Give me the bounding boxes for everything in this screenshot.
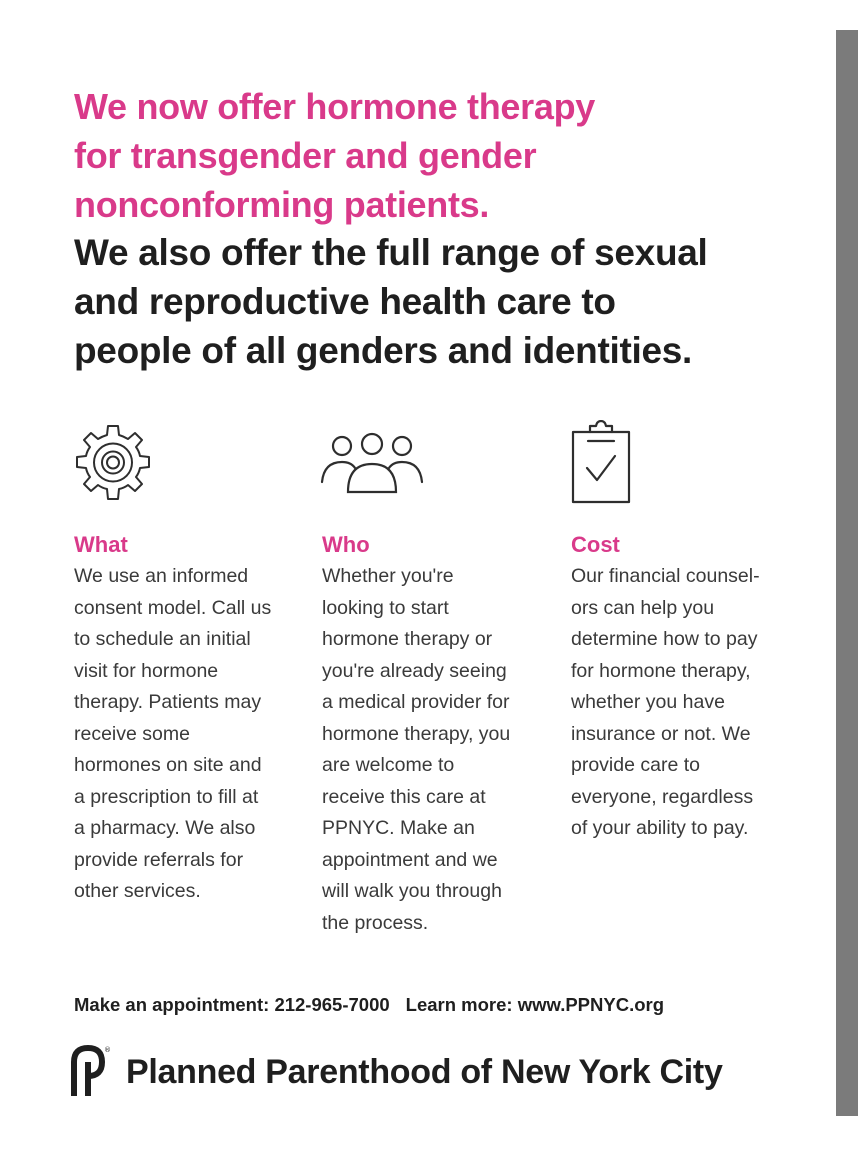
- headline: [74, 82, 814, 376]
- headline-dark-line-2: and reproductive health care to: [74, 281, 616, 322]
- headline-pink-line-1: We now offer hormone therapy: [74, 86, 595, 127]
- column-cost: [571, 530, 811, 845]
- column-cost-title: Cost: [571, 532, 620, 557]
- people-group-icon: [318, 432, 426, 498]
- clipboard-check-icon: [568, 420, 634, 506]
- brand-name: Planned Parenthood of New York City: [126, 1052, 723, 1091]
- gear-icon: [72, 422, 154, 504]
- learn-more-link[interactable]: Learn more: www.PPNYC.org: [405, 994, 665, 1015]
- column-cost-body: Our financial counsel- ors can help you determine how to pay for hormone therapy, whether you have insurance or not. We provide care to everyone, regardless of your ability to pay.: [571, 565, 760, 839]
- column-who: [322, 530, 562, 939]
- column-who-title: Who: [322, 532, 370, 557]
- column-what-title: What: [74, 532, 128, 557]
- brand-lockup: [68, 1042, 723, 1102]
- headline-dark-line-1: We also offer the full range of sexual: [74, 232, 708, 273]
- planned-parenthood-logo-icon: [68, 1042, 112, 1103]
- contact-line: [74, 991, 814, 1019]
- appointment-phone: Make an appointment: 212-965-7000: [74, 994, 390, 1015]
- page-edge-bar: [836, 30, 858, 1116]
- headline-pink-line-2: for transgender and gender: [74, 135, 537, 176]
- svg-text:®: ®: [104, 1045, 111, 1054]
- headline-dark-line-3: people of all genders and identities.: [74, 330, 693, 371]
- column-who-body: Whether you're looking to start hormone therapy or you're already seeing a medical provider for hormone therapy, you are welcome to receive this care at PPNYC. Make an appointment and we will walk you through the process.: [322, 565, 511, 934]
- headline-pink-line-3: nonconforming patients.: [74, 184, 490, 225]
- column-what: [74, 530, 314, 908]
- column-what-body: We use an informed consent model. Call us to schedule an initial visit for hormone therapy. Patients may receive some hormones on site and a prescription to fill at a pharmacy. We also provide referrals for other services.: [74, 565, 272, 902]
